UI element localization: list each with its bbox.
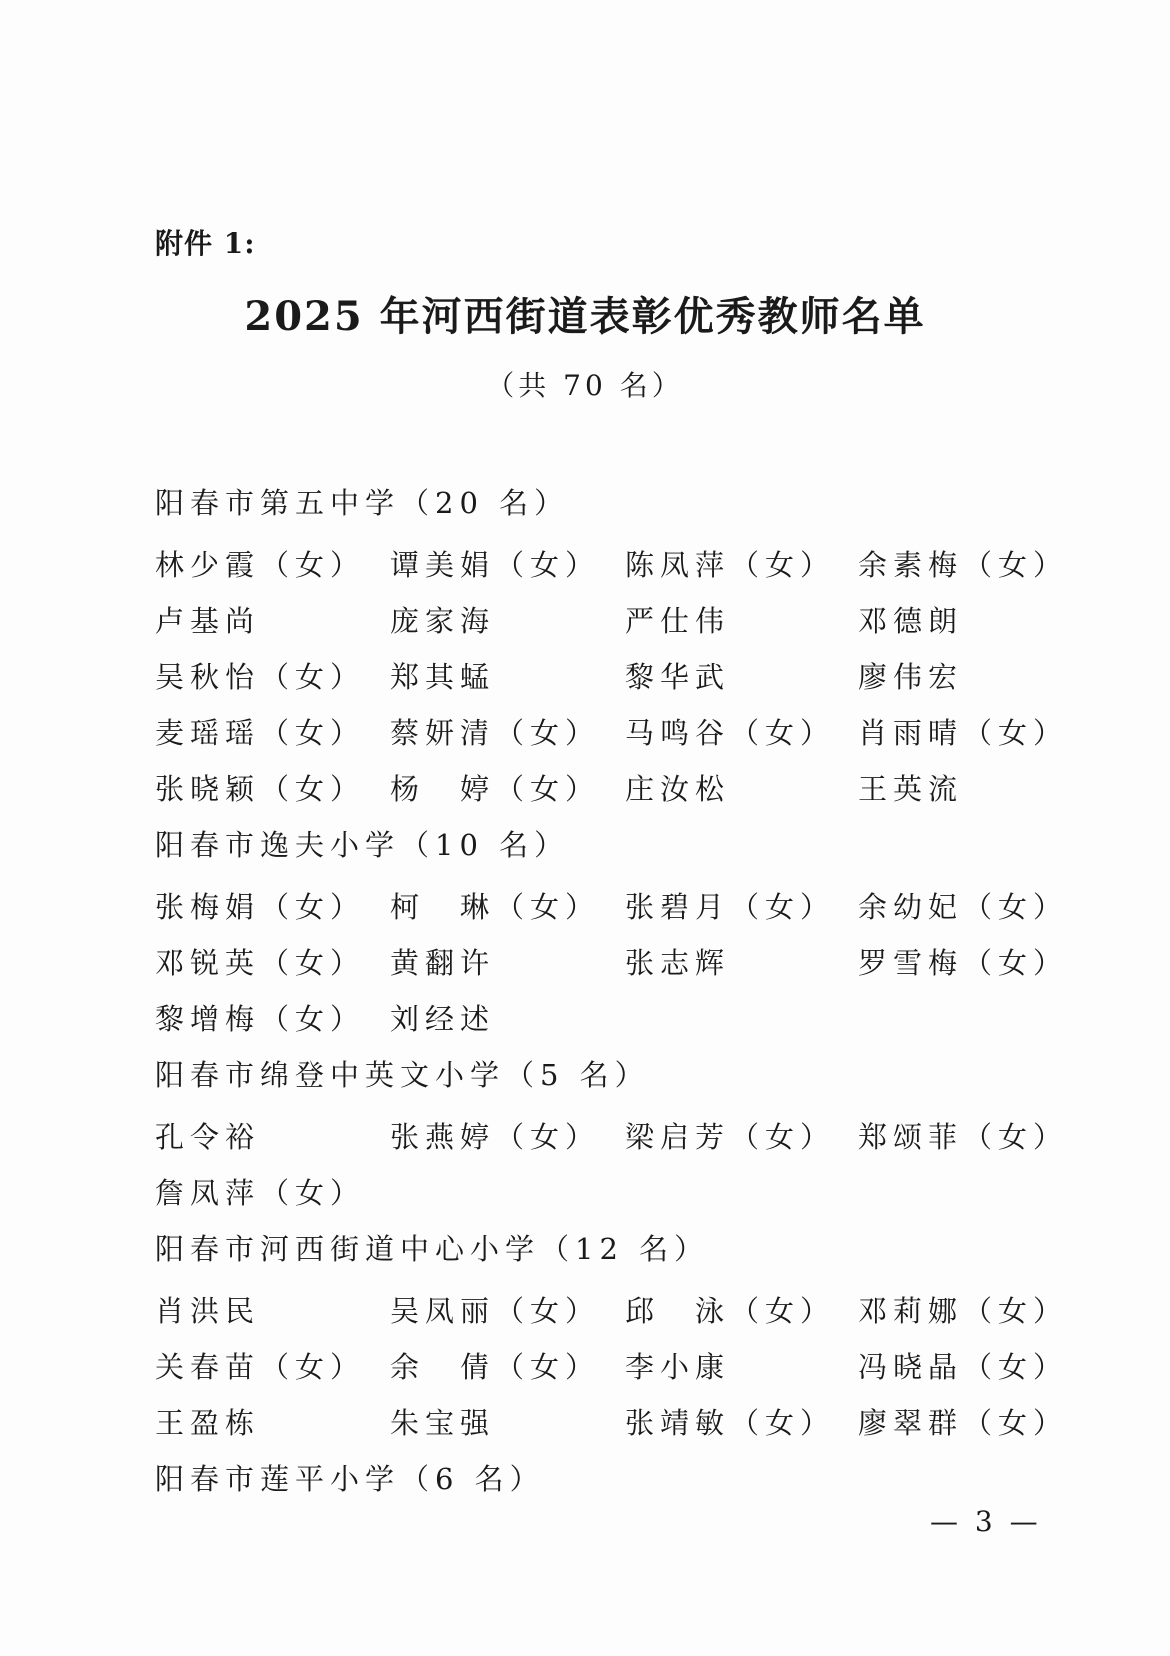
- school-heading: 阳春市绵登中英文小学（5 名）: [155, 1058, 650, 1092]
- page-number: — 3 —: [930, 1505, 1042, 1538]
- teacher-name: 邱 泳（女）: [625, 1294, 836, 1328]
- name-row: [155, 1109, 1069, 1165]
- name-row: [155, 879, 1069, 935]
- teacher-name: 黎华武: [625, 660, 731, 694]
- name-row: [155, 1165, 1055, 1221]
- total-count: （共 70 名）: [486, 369, 684, 402]
- teacher-name: 陈凤萍（女）: [625, 548, 836, 582]
- teacher-name: 廖翠群（女）: [858, 1406, 1069, 1440]
- teacher-name: 邓德朗: [858, 604, 964, 638]
- name-row: [155, 1283, 1069, 1339]
- teacher-name: 王英流: [858, 772, 964, 806]
- teacher-name: 林少霞（女）: [155, 548, 366, 582]
- name-row: [155, 705, 1069, 761]
- teacher-name: 梁启芳（女）: [625, 1120, 836, 1154]
- school-heading: 阳春市第五中学（20 名）: [155, 486, 570, 520]
- name-row: [155, 1395, 1069, 1451]
- teacher-name: 詹凤萍（女）: [155, 1176, 366, 1210]
- teacher-name: 黎增梅（女）: [155, 1002, 366, 1036]
- teacher-name: 张梅娟（女）: [155, 890, 366, 924]
- teacher-name: 蔡妍清（女）: [390, 716, 601, 750]
- teacher-name: 廖伟宏: [858, 660, 964, 694]
- teacher-name: 张晓颖（女）: [155, 772, 366, 806]
- document-title: 2025 年河西街道表彰优秀教师名单: [244, 293, 926, 340]
- teacher-name: 麦瑶瑶（女）: [155, 716, 366, 750]
- teacher-name: 张靖敏（女）: [625, 1406, 836, 1440]
- teacher-name: 邓锐英（女）: [155, 946, 366, 980]
- teacher-name: 张志辉: [625, 946, 731, 980]
- teacher-name: 杨 婷（女）: [390, 772, 601, 806]
- teacher-name: 张碧月（女）: [625, 890, 836, 924]
- teacher-name: 孔令裕: [155, 1120, 261, 1154]
- teacher-name: 郑其蜢: [390, 660, 496, 694]
- school-heading: 阳春市莲平小学（6 名）: [155, 1462, 545, 1496]
- teacher-name: 黄翻许: [390, 946, 496, 980]
- teacher-name: 柯 琳（女）: [390, 890, 601, 924]
- teacher-name: 庄汝松: [625, 772, 731, 806]
- teacher-name: 刘经述: [390, 1002, 496, 1036]
- name-row: [155, 537, 1069, 593]
- teacher-name: 郑颂菲（女）: [858, 1120, 1069, 1154]
- teacher-name: 余素梅（女）: [858, 548, 1069, 582]
- name-row: [155, 991, 1055, 1047]
- teacher-list: [155, 475, 1069, 1513]
- teacher-name: 卢基尚: [155, 604, 261, 638]
- school-heading: 阳春市逸夫小学（10 名）: [155, 828, 570, 862]
- attachment-label: 附件 1:: [155, 227, 256, 260]
- teacher-name: 谭美娟（女）: [390, 548, 601, 582]
- teacher-name: 关春苗（女）: [155, 1350, 366, 1384]
- name-row: [155, 1339, 1069, 1395]
- teacher-name: 李小康: [625, 1350, 731, 1384]
- teacher-name: 冯晓晶（女）: [858, 1350, 1069, 1384]
- teacher-name: 肖洪民: [155, 1294, 261, 1328]
- teacher-name: 罗雪梅（女）: [858, 946, 1069, 980]
- teacher-name: 庞家海: [390, 604, 496, 638]
- name-row: [155, 593, 1055, 649]
- teacher-name: 吴秋怡（女）: [155, 660, 366, 694]
- teacher-name: 吴凤丽（女）: [390, 1294, 601, 1328]
- school-heading: 阳春市河西街道中心小学（12 名）: [155, 1232, 710, 1266]
- teacher-name: 余幼妃（女）: [858, 890, 1069, 924]
- name-row: [155, 935, 1069, 991]
- teacher-name: 张燕婷（女）: [390, 1120, 601, 1154]
- teacher-name: 余 倩（女）: [390, 1350, 601, 1384]
- teacher-name: 马鸣谷（女）: [625, 716, 836, 750]
- teacher-name: 肖雨晴（女）: [858, 716, 1069, 750]
- name-row: [155, 649, 1055, 705]
- teacher-name: 严仕伟: [625, 604, 731, 638]
- teacher-name: 王盈栋: [155, 1406, 261, 1440]
- teacher-name: 邓莉娜（女）: [858, 1294, 1069, 1328]
- teacher-name: 朱宝强: [390, 1406, 496, 1440]
- name-row: [155, 761, 1055, 817]
